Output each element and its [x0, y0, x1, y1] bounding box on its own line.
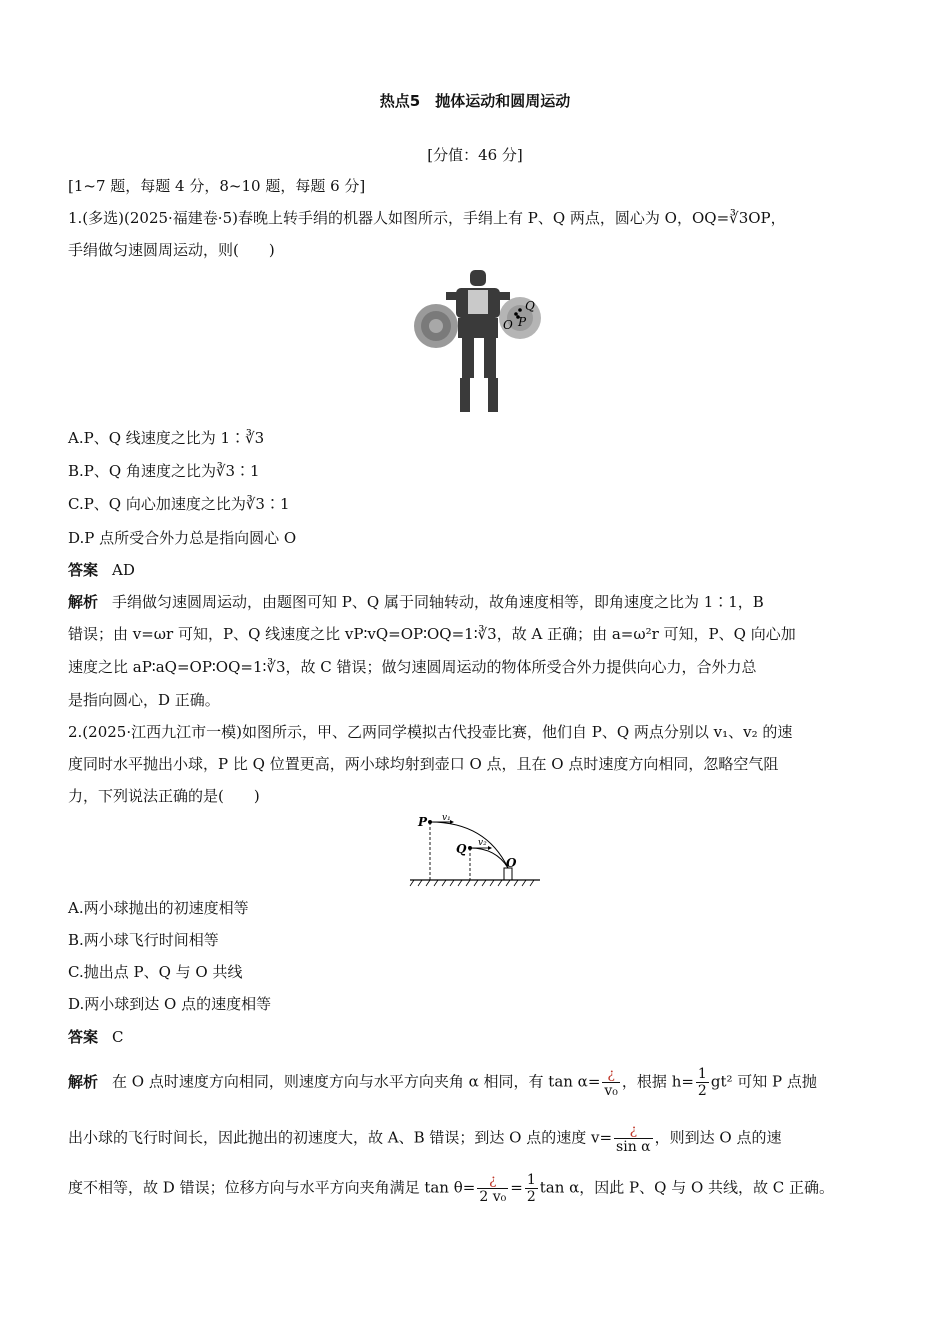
- q2-option-a: A.两小球抛出的初速度相等: [68, 899, 249, 917]
- q2-stem-line2: 度同时水平抛出小球，P 比 Q 位置更高，两小球均射到壶口 O 点，且在 O 点时速度方向相同，忽略空气阻: [68, 755, 779, 773]
- q1-label-o: O: [503, 318, 513, 332]
- q2-analysis-line3: 度不相等，故 D 错误；位移方向与水平方向夹角满足 tan θ= $\frac{¿}{\text{2 v₀}}$ = $\frac{1}{2}$ tan α，因此 P、Q 与 O 共线，故 C 正确。: [68, 1172, 835, 1205]
- q2-stem-line3: 力，下列说法正确的是( ): [68, 787, 260, 805]
- q2-label-o: O: [506, 856, 517, 870]
- q1-option-d: D.P 点所受合外力总是指向圆心 O: [68, 529, 297, 547]
- q1-label-q: Q: [525, 299, 535, 313]
- q2-label-q: Q: [456, 842, 467, 856]
- fraction-tan-theta: $\frac{¿}{\text{2 v₀}}$: [479, 1172, 507, 1205]
- q2-option-d: D.两小球到达 O 点的速度相等: [68, 995, 272, 1013]
- score-line: [分值：46 分]: [427, 146, 523, 164]
- q2-option-c: C.抛出点 P、Q 与 O 共线: [68, 963, 243, 981]
- q1-stem-line2: 手绢做匀速圆周运动，则( ): [68, 241, 275, 259]
- scoring-rule: [1~7 题，每题 4 分，8~10 题，每题 6 分]: [68, 177, 366, 195]
- q2-analysis-line2: 出小球的飞行时间长，因此抛出的初速度大，故 A、B 错误；到达 O 点的速度 v= $\frac{¿}{\text{sin α}}$ ，则到达 O 点的速: [68, 1122, 782, 1155]
- robot-icon: [446, 270, 510, 412]
- q1-answer-row: [68, 560, 135, 580]
- q1-option-a: A.P、Q 线速度之比为 1∶∛3: [68, 429, 265, 447]
- q2-stem-line1: 2.(2025·江西九江市一模)如图所示，甲、乙两同学模拟古代投壶比赛，他们自 P、Q 两点分别以 v₁、v₂ 的速: [68, 723, 793, 741]
- q2-analysis-label: 解析: [68, 1072, 99, 1091]
- q2-label-p: P: [418, 815, 428, 829]
- q2-answer-row: [68, 1027, 124, 1047]
- q1-label-p: P: [518, 315, 527, 329]
- fraction-half: $\frac{1}{2}$: [526, 1172, 536, 1205]
- q1-robot-figure: [412, 266, 544, 414]
- q1-stem-line1: 1.(多选)(2025·福建卷·5)春晚上转手绢的机器人如图所示，手绢上有 P、Q 两点，圆心为 O，OQ=∛3OP，: [68, 209, 786, 227]
- q1-analysis-line1: 解析 手绢做匀速圆周运动，由题图可知 P、Q 属于同轴转动，故角速度相等，即角速度之比为 1∶1，B: [68, 593, 764, 611]
- fraction-velocity: $\frac{¿}{\text{sin α}}$: [616, 1122, 651, 1155]
- fraction-one-half: $\frac{1}{2}$: [697, 1066, 707, 1099]
- q1-analysis-line3: 速度之比 aP∶aQ=OP∶OQ=1∶∛3，故 C 错误；做匀速圆周运动的物体所受合外力提供向心力，合外力总: [68, 658, 757, 676]
- q2-label-v2: v₂: [478, 838, 487, 848]
- q1-option-c: C.P、Q 向心加速度之比为∛3∶1: [68, 495, 290, 513]
- q2-projectile-figure: [406, 810, 546, 888]
- q1-analysis-label: 解析: [68, 593, 99, 611]
- q1-analysis-line2: 错误；由 v=ωr 可知，P、Q 线速度之比 vP∶vQ=OP∶OQ=1∶∛3，故 A 正确；由 a=ω²r 可知，P、Q 向心加: [68, 625, 796, 643]
- q2-answer-label: 答案: [68, 1028, 99, 1046]
- q2-analysis-line1: 解析 在 O 点时速度方向相同，则速度方向与水平方向夹角 α 相同，有 tan α= $\frac{¿}{\text{v₀}}$ ，根据 h= $\frac{1}{2}$ gt² 可知 P 点抛: [68, 1066, 817, 1099]
- q2-label-v1: v₁: [442, 813, 451, 823]
- q1-analysis-line4: 是指向圆心，D 正确。: [68, 691, 220, 709]
- q2-answer-value: C: [112, 1028, 124, 1046]
- q1-answer-value: AD: [112, 561, 135, 579]
- page-title: 热点5 抛体运动和圆周运动: [379, 92, 571, 110]
- left-handkerchief-icon: [414, 304, 458, 348]
- q1-answer-label: 答案: [68, 561, 99, 579]
- q1-option-b: B.P、Q 角速度之比为∛3∶1: [68, 462, 260, 480]
- q2-option-b: B.两小球飞行时间相等: [68, 931, 219, 949]
- fraction-tan-alpha: $\frac{¿}{\text{v₀}}$: [604, 1066, 618, 1099]
